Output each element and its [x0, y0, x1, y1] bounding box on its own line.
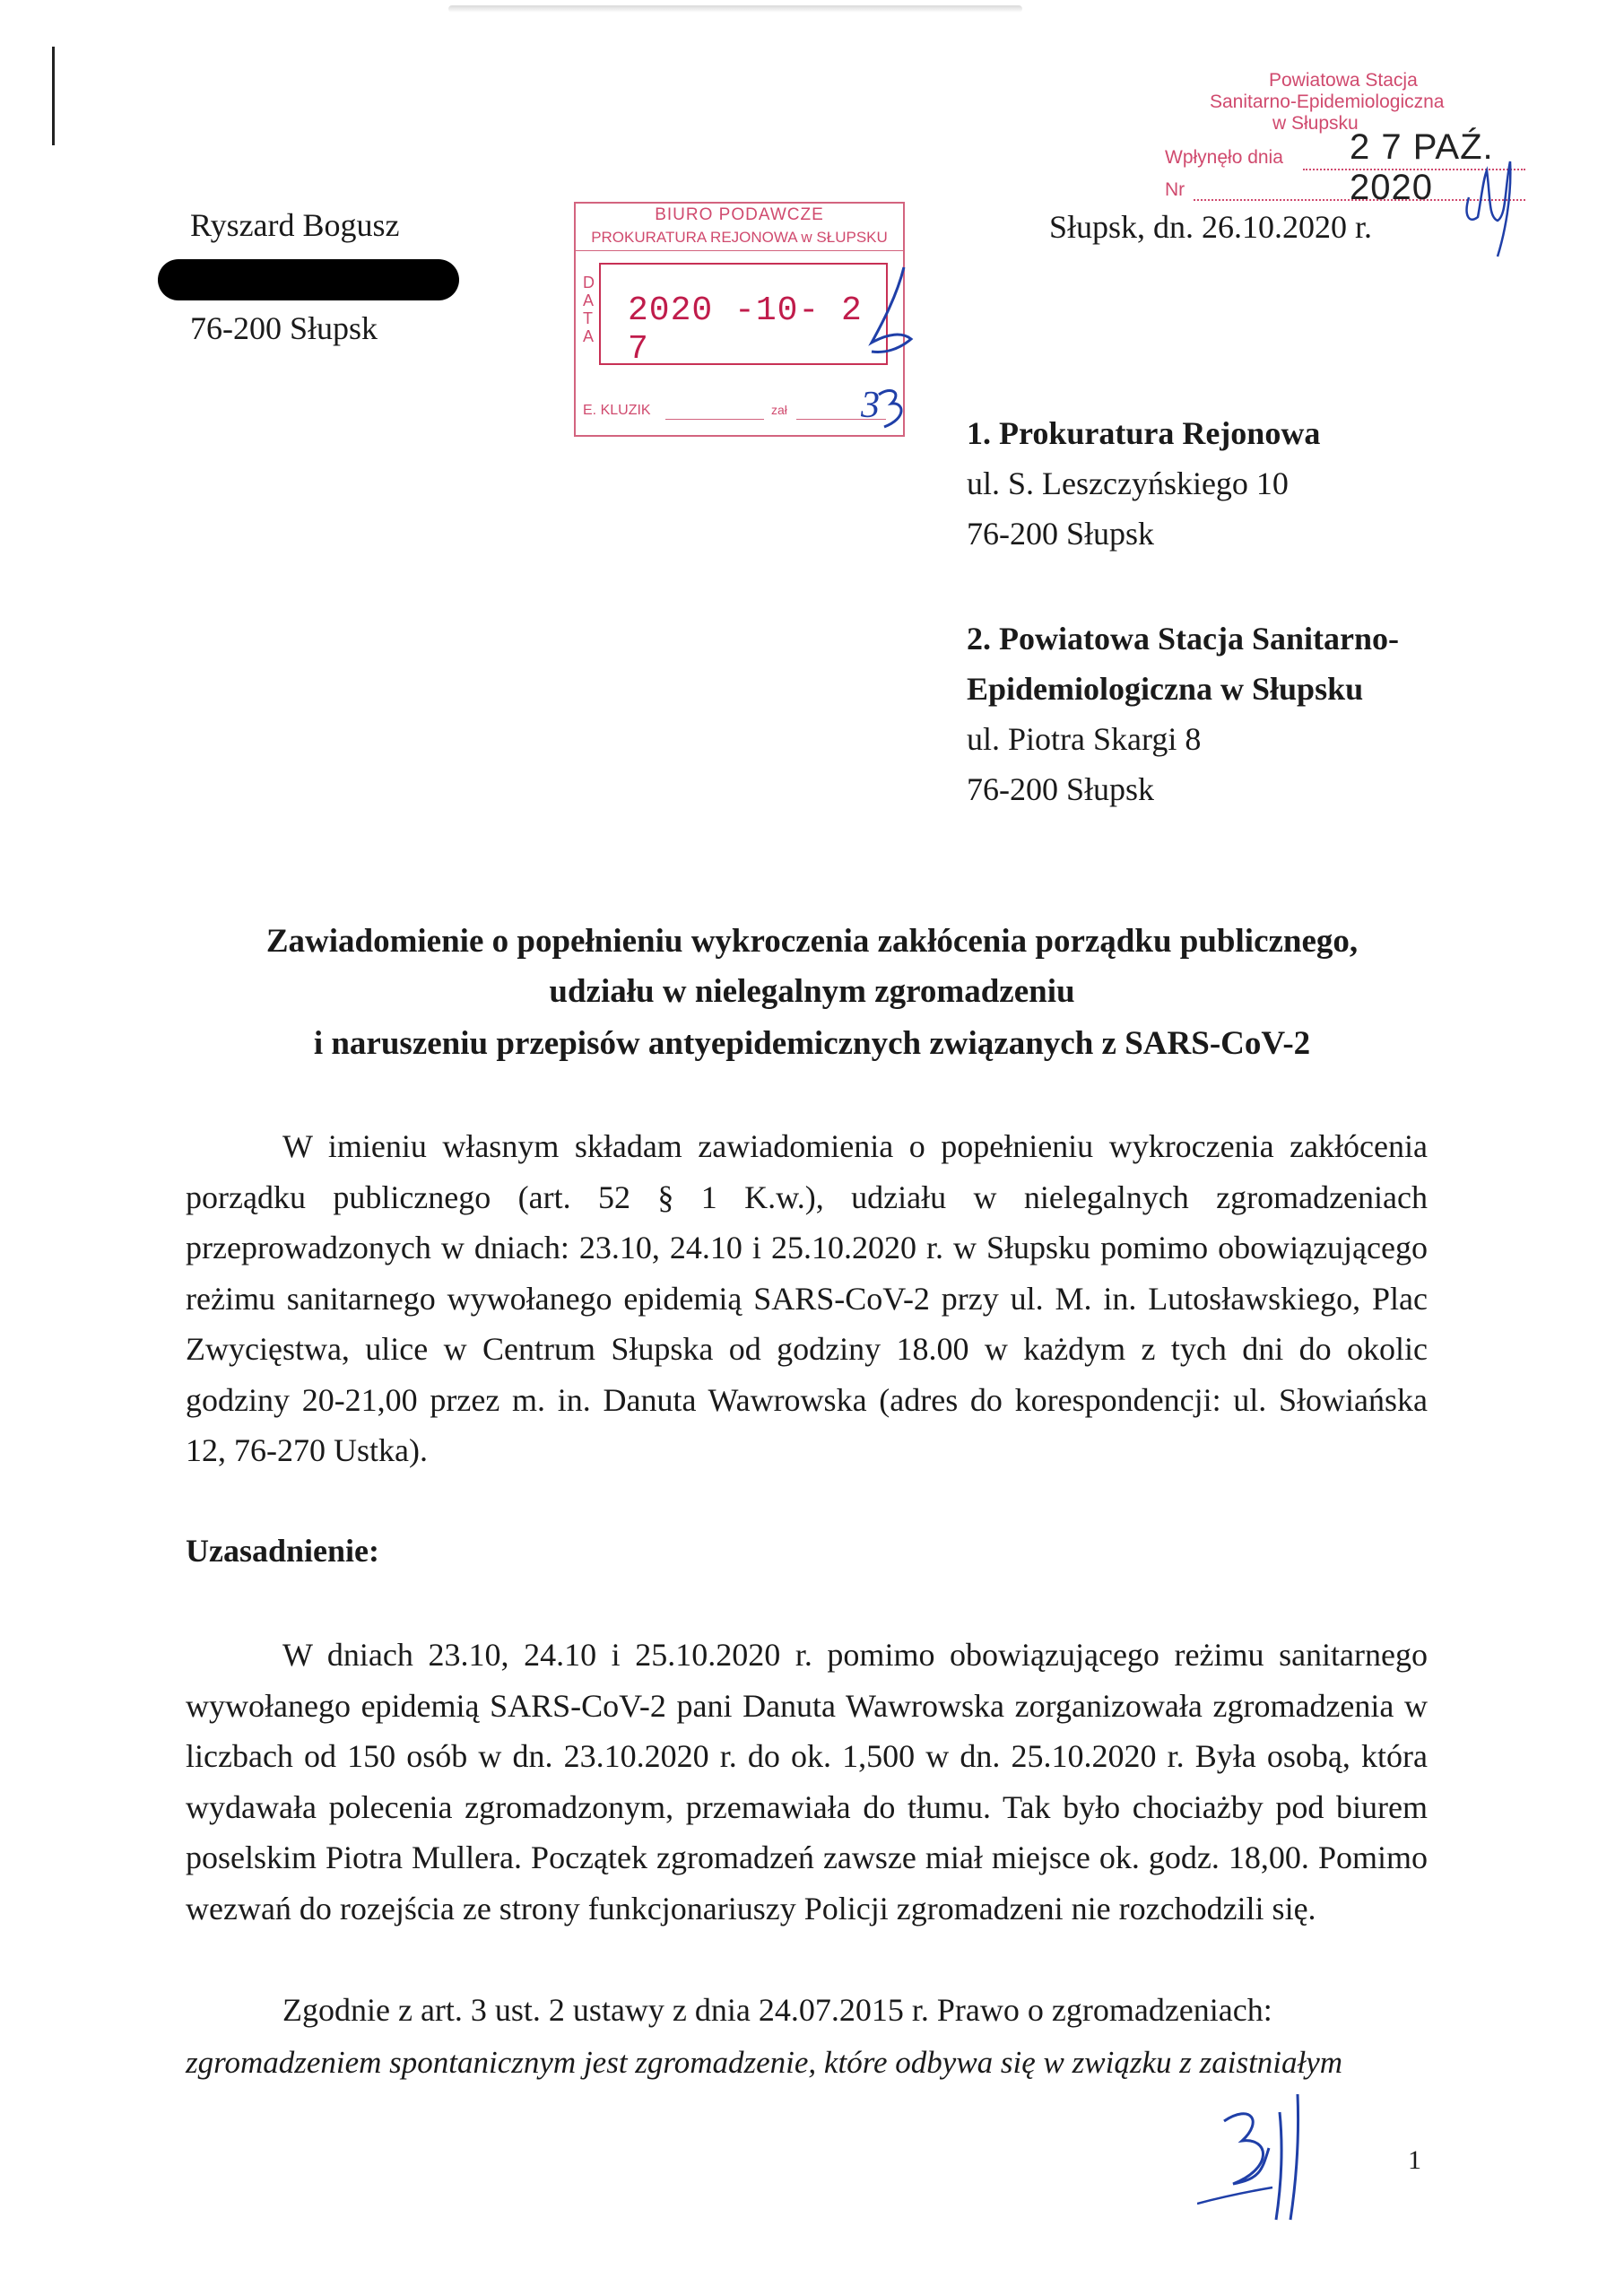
- sanepid-stamp-line3: w Słupsku: [1272, 113, 1359, 134]
- document-title-line3: i naruszeniu przepisów antyepidemicznych związanych z SARS-CoV-2: [313, 1025, 1311, 1062]
- handwritten-attachment-count: 3: [861, 385, 880, 426]
- addressee-sanepid: [967, 613, 1399, 814]
- redacted-address: [158, 259, 459, 300]
- notification-paragraph: W imieniu własnym składam zawiadomienia o popełnieniu wykroczenia zakłócenia porządku publicznego (art. 52 § 1 K.w.), udziału w nielegalnych zgromadzeniach przeprowadzonych w dniach: 23.10, 24.10 i 25.10.2020 r. w Słupsku pomimo obowiązującego reżimu sanitarnego wywołanego epidemią SARS-CoV-2 przy ul. M. in. Lutosławskiego, Plac Zwycięstwa, ulice w Centrum Słupska od godziny 18.00 w każdym z tych dni do okolic godziny 20-21,00 przez m. in. Danuta Wawrowska (adres do korespondencji: ul. Słowiańska 12, 76-270 Ustka).: [186, 1128, 1428, 1468]
- signature-icon: [1197, 2085, 1350, 2229]
- justification-heading: Uzasadnienie:: [186, 1533, 379, 1569]
- sanepid-stamp-line2: Sanitarno-Epidemiologiczna: [1210, 91, 1445, 112]
- sanepid-received-label: Wpłynęło dnia: [1165, 147, 1283, 168]
- addressee-2-name-line1: 2. Powiatowa Stacja Sanitarno-: [967, 621, 1399, 657]
- stamp-office-line2: PROKURATURA REJONOWA w SŁUPSKU: [576, 229, 903, 251]
- addressee-2-street: ul. Piotra Skargi 8: [967, 721, 1202, 757]
- statute-quote: zgromadzeniem spontanicznym jest zgromadzenie, które odbywa się w związku z zaistniałym: [186, 2045, 1343, 2080]
- scan-shadow: [448, 5, 1022, 13]
- document-title-line1: Zawiadomienie o popełnieniu wykroczenia zakłócenia porządku publicznego,: [265, 923, 1359, 960]
- stamp-office-line1: BIURO PODAWCZE: [655, 205, 824, 224]
- addressee-2-city: 76-200 Słupsk: [967, 771, 1155, 807]
- stamp-zal-label: zał: [771, 403, 787, 417]
- legal-basis-paragraph: Zgodnie z art. 3 ust. 2 ustawy z dnia 24.07.2015 r. Prawo o zgromadzeniach:: [282, 1992, 1272, 2028]
- justification-paragraph: W dniach 23.10, 24.10 i 25.10.2020 r. pomimo obowiązującego reżimu sanitarnego wywołanego epidemią SARS-CoV-2 pani Danuta Wawrowska zorganizowała zgromadzenia w liczbach od 150 osób w dn. 23.10.2020 r. do ok. 1,500 w dn. 25.10.2020 r. Była osobą, która wydawała polecenia zgromadzonym, przemawiała do tłumu. Tak było chociażby pod biurem poselskim Piotra Mullera. Początek zgromadzeń zawsze miał miejsce ok. godz. 18,00. Pomimo wezwań do rozejścia ze strony funkcjonariuszy Policji zgromadzeni nie rozchodzili się.: [186, 1637, 1428, 1926]
- sanepid-received-date: 2 7 PAŹ. 2020: [1350, 127, 1494, 207]
- sanepid-stamp-line1: Powiatowa Stacja: [1269, 70, 1418, 91]
- addressee-2-name-line2: Epidemiologiczna w Słupsku: [967, 671, 1364, 707]
- stamp-name-line: [665, 419, 764, 420]
- margin-mark: [52, 47, 55, 145]
- handwritten-receipt-initials-icon: [1451, 135, 1523, 260]
- document-title-line2: udziału w nielegalnym zgromadzeniu: [549, 973, 1075, 1010]
- sender-name: Ryszard Bogusz: [190, 207, 400, 243]
- stamp-data-label: DATA: [583, 274, 595, 345]
- sender-city: 76-200 Słupsk: [190, 310, 378, 346]
- sanepid-nr-label: Nr: [1165, 179, 1185, 200]
- addressee-1-name: 1. Prokuratura Rejonowa: [967, 415, 1321, 451]
- place-and-date: Słupsk, dn. 26.10.2020 r.: [1049, 209, 1373, 245]
- addressee-1-street: ul. S. Leszczyńskiego 10: [967, 465, 1289, 501]
- page-number: 1: [1408, 2145, 1421, 2175]
- stamp-date: 2020 -10- 2 7: [628, 291, 863, 369]
- addressee-prosecutor: [967, 408, 1320, 559]
- stamp-clerk-name: E. KLUZIK: [583, 403, 651, 418]
- addressee-1-city: 76-200 Słupsk: [967, 516, 1155, 552]
- stamp-date-box: [599, 263, 888, 369]
